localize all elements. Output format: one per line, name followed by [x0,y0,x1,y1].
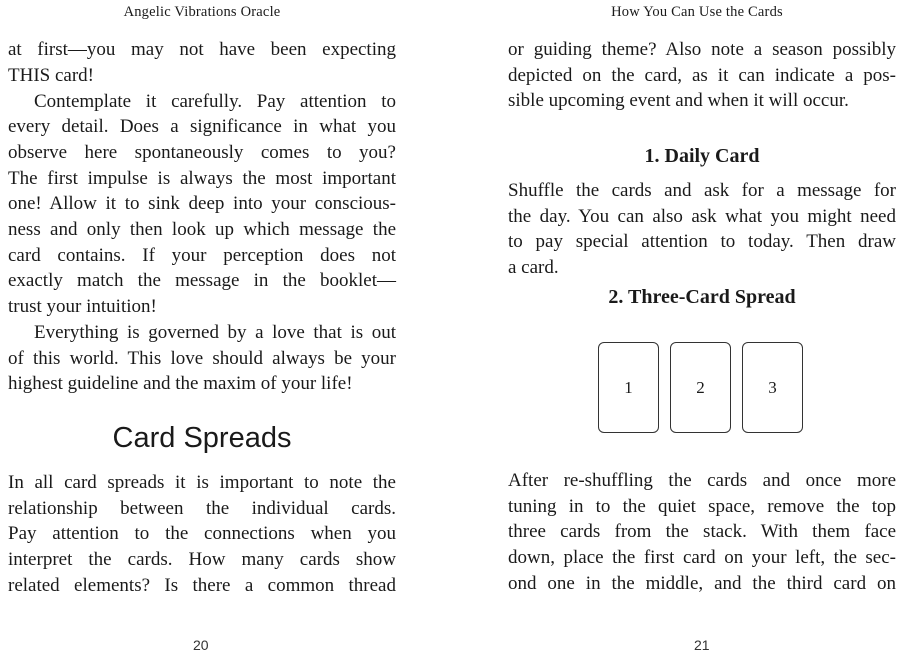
text-line: a card. [508,257,559,279]
text-line: of this world. This love should always be your [8,347,396,369]
text-line: exactly match the message in the booklet— [8,270,396,292]
right-paragraph-2 [508,178,896,281]
text-line: three cards from the stack. With them face [508,521,896,543]
text-line: THIS card! [8,64,94,86]
text-line: card contains. If your perception does not [8,244,396,266]
three-card-spread-diagram [598,342,803,433]
text-line: down, place the first card on your left, the sec- [508,547,896,569]
text-line: to pay special attention to today. Then draw [508,231,896,253]
text-line: ond one in the middle, and the third card on [508,572,896,594]
card-position-2: 2 [670,342,731,433]
text-line: the day. You can also ask what you might need [508,205,896,227]
text-line: every detail. Does a significance in what you [8,116,396,138]
text-line: depicted on the card, as it can indicate a pos- [508,64,896,86]
text-line: trust your intuition! [8,296,157,318]
text-line: sible upcoming event and when it will occur. [508,90,849,112]
running-head-left: Angelic Vibrations Oracle [123,4,281,20]
text-line: Shuffle the cards and ask for a message for [508,180,896,201]
card-position-3: 3 [742,342,803,433]
text-line: The first impulse is always the most important [8,167,396,189]
text-line: observe here spontaneously comes to you? [8,141,396,163]
text-line: After re-shuffling the cards and once more [508,470,896,491]
card-position-1: 1 [598,342,659,433]
right-paragraph-1 [508,37,896,114]
section-heading-three-card-spread: 2. Three-Card Spread [608,286,796,308]
page-number-right: 21 [694,637,710,653]
section-heading-daily-card: 1. Daily Card [644,145,760,167]
text-line: ness and only then look up which message the [8,219,396,241]
text-line: one! Allow it to sink deep into your conscious- [8,193,396,215]
running-head-right: How You Can Use the Cards [611,4,783,20]
text-line: Everything is governed by a love that is out [34,321,396,343]
text-line: highest guideline and the maxim of your life! [8,373,353,395]
text-line: Pay attention to the connections when you [8,523,396,545]
text-line: relationship between the individual cards. [8,497,396,519]
text-line: or guiding theme? Also note a season possibly [508,39,896,60]
section-heading-card-spreads: Card Spreads [112,422,292,454]
text-line: at first—you may not have been expecting [8,39,396,60]
text-line: interpret the cards. How many cards show [8,549,396,571]
text-line: tuning in to the quiet space, remove the top [508,495,896,517]
page-number-left: 20 [193,637,209,653]
text-line: Contemplate it carefully. Pay attention to [34,90,396,112]
text-line: In all card spreads it is important to note the [8,472,396,493]
text-line: related elements? Is there a common thread [8,574,396,596]
right-paragraph-3 [508,468,896,597]
